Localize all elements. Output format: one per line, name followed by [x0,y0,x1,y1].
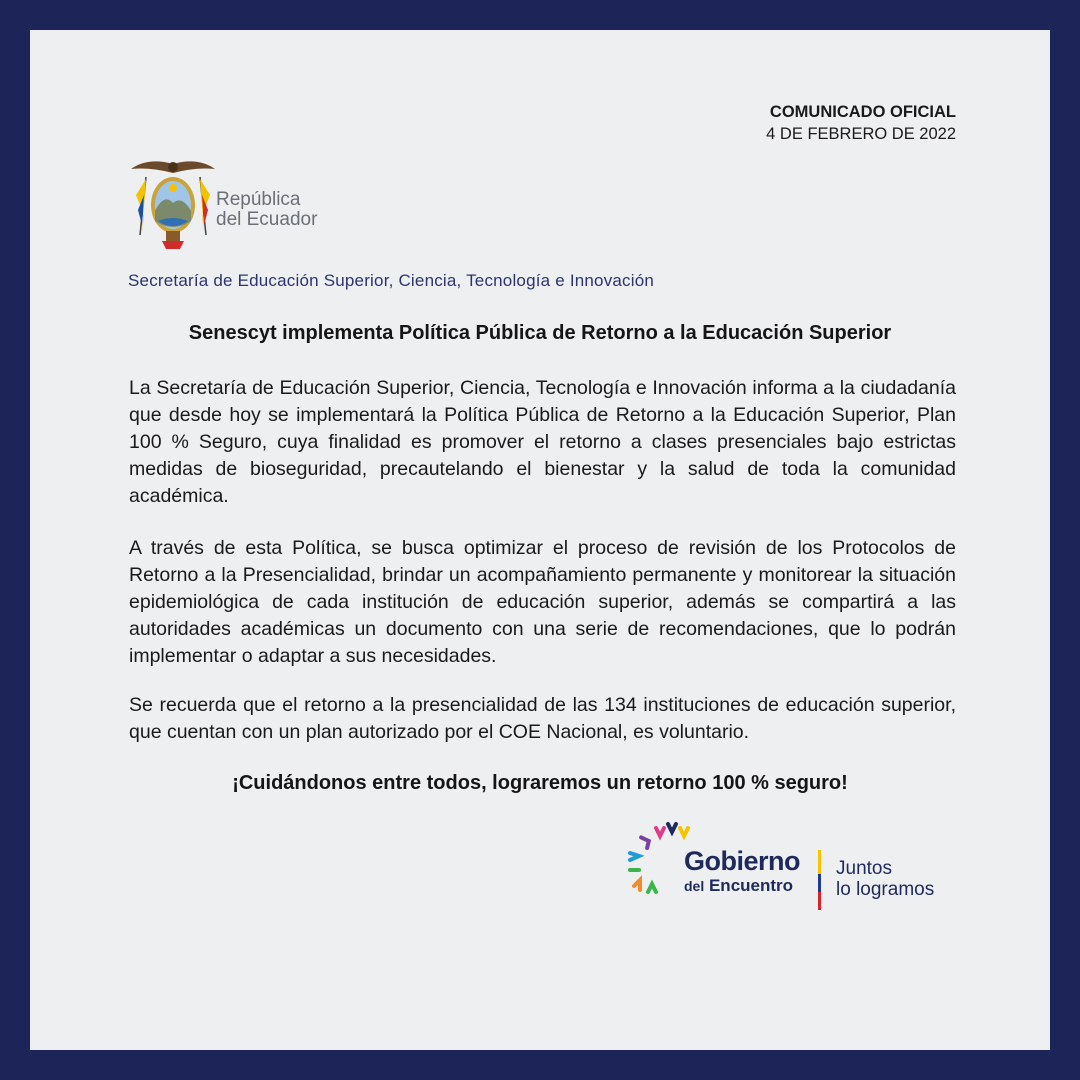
paragraph-3: Se recuerda que el retorno a la presencialidad de las 134 instituciones de educación superior, que cuentan con un plan autorizado por el COE Nacional, es voluntario. [129,694,956,743]
secretaria-name: Secretaría de Educación Superior, Ciencia, Tecnología e Innovación [128,271,655,290]
paragraph-1: La Secretaría de Educación Superior, Ciencia, Tecnología e Innovación informa a la ciudadanía que desde hoy se implementará la Política Pública de Retorno a la Educación Superior, Plan 100 % Seguro, cuya finalidad es promover el retorno a clases presenciales bajo estrictas medidas de bioseguridad, precautelando el bienestar y la salud de toda la comunidad académica. [129,377,956,507]
republica-line1: República [216,189,301,210]
juntos-slogan [836,858,934,900]
gobierno-title: Gobierno [684,846,800,876]
gobierno-subtitle [684,876,793,896]
closing-slogan: ¡Cuidándonos entre todos, lograremos un retorno 100 % seguro! [232,772,848,794]
gobierno-sub-word: Encuentro [708,876,794,895]
communique-date: 4 DE FEBRERO DE 2022 [766,125,956,143]
republica-line2: del Ecuador [216,209,318,230]
republica-logo [128,155,368,255]
gobierno-logo [626,820,966,910]
headline: Senescyt implementa Política Pública de Retorno a la Educación Superior [188,322,892,344]
ecuador-coat-of-arms-icon [128,155,218,251]
gobierno-sub-prefix: del [684,878,705,894]
slogan-line1: Juntos [836,858,892,879]
communique-title: COMUNICADO OFICIAL [769,103,956,121]
republica-text [216,190,317,230]
paragraph-2: A través de esta Política, se busca optimizar el proceso de revisión de los Protocolos de Retorno a la Presencialidad, brindar un acompañamiento permanente y monitorear la situación epidemiológica de cada institución de educación superior, además se compartirá a las autoridades académicas un documento con una serie de recomendaciones, que lo podrán implementar o adaptar a sus necesidades. [129,537,956,667]
slogan-line2: lo logramos [836,879,935,900]
tricolor-divider [818,850,821,910]
header [766,101,956,145]
document-sheet [30,30,1050,1050]
